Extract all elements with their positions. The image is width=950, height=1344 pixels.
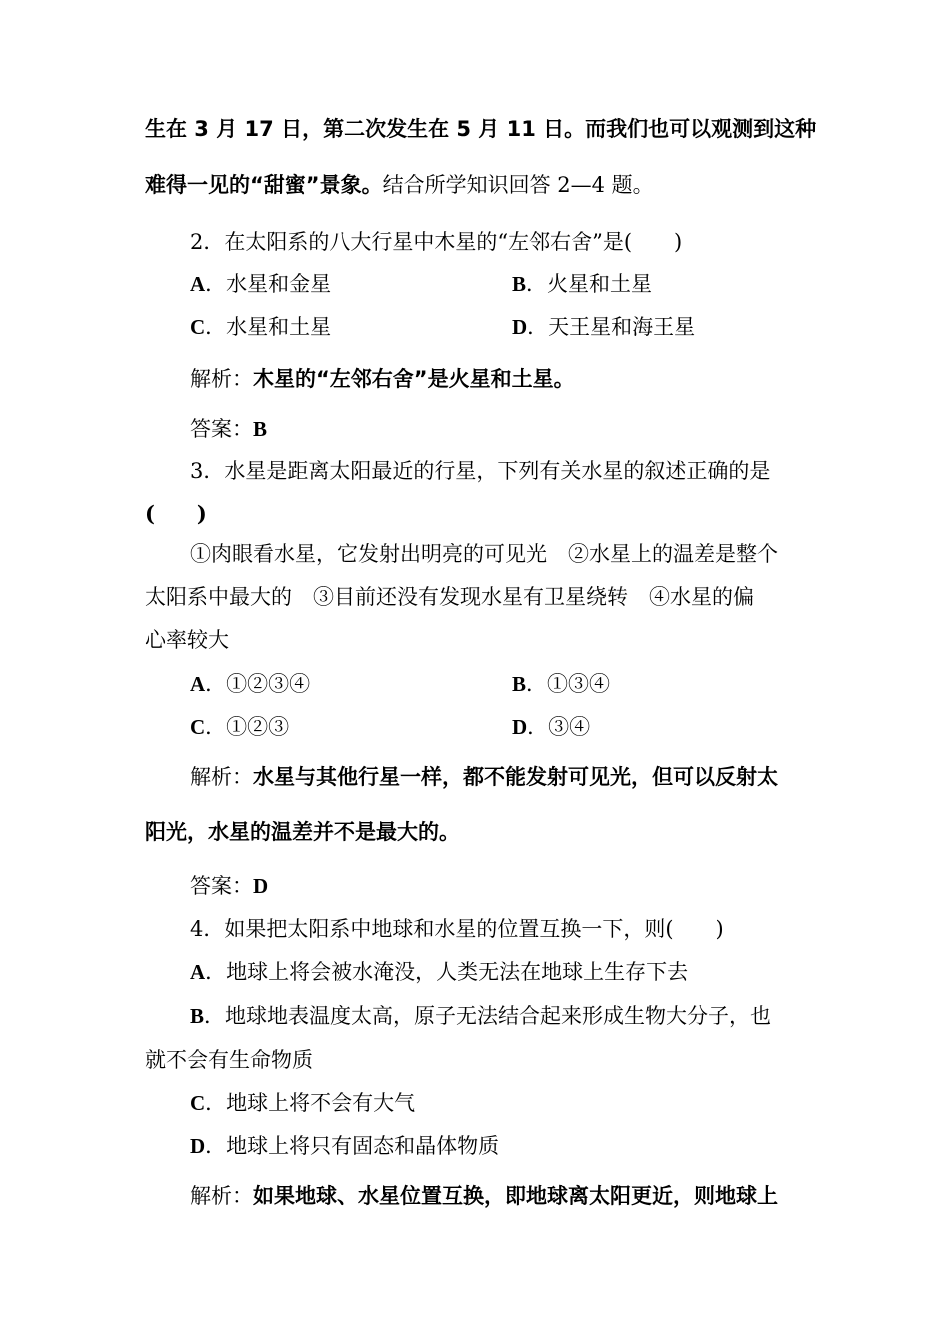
q2-option-b-letter: B	[512, 272, 527, 296]
q3-answer-label: 答案：	[190, 874, 253, 898]
q3-stem-line-2: ( )	[145, 501, 207, 526]
q4-analysis-text-1: 如果地球、水星位置互换，即地球离太阳更近，则地球上	[253, 1184, 778, 1208]
q4-option-b-letter: B	[190, 1004, 205, 1028]
q4-option-b-line-2: 就不会有生命物质	[145, 1048, 313, 1072]
q4-option-a-text: ．地球上将会被水淹没，人类无法在地球上生存下去	[205, 960, 689, 984]
q3-answer-value: D	[253, 874, 269, 898]
q2-stem: 2．在太阳系的八大行星中木星的“左邻右舍”是( )	[190, 230, 683, 254]
q3-option-d	[512, 712, 590, 742]
q2-option-c-letter: C	[190, 315, 206, 339]
q2-analysis	[190, 364, 575, 394]
q4-analysis-line-1	[190, 1181, 778, 1211]
q3-items-line-1: ①肉眼看水星，它发射出明亮的可见光 ②水星上的温差是整个	[190, 542, 778, 566]
q4-option-c	[190, 1088, 415, 1118]
intro-line-2-bold: 难得一见的“甜蜜”景象。	[145, 173, 383, 197]
q2-option-d-letter: D	[512, 315, 528, 339]
q3-answer	[190, 871, 268, 901]
q2-option-a-text: ．水星和金星	[205, 272, 332, 296]
intro-line-2-rest: 结合所学知识回答 2—4 题。	[382, 173, 654, 197]
q2-answer	[190, 414, 267, 444]
q4-option-c-text: ．地球上将不会有大气	[205, 1091, 416, 1115]
q4-option-d-text: ．地球上将只有固态和晶体物质	[205, 1134, 500, 1158]
q2-answer-value: B	[253, 417, 268, 441]
q4-option-a-letter: A	[190, 960, 206, 984]
q3-option-c	[190, 712, 289, 742]
q4-option-d-letter: D	[190, 1134, 206, 1158]
q3-option-d-text: ．③④	[527, 715, 591, 739]
q3-option-c-letter: C	[190, 715, 206, 739]
q2-option-d-text: ．天王星和海王星	[527, 315, 696, 339]
q4-option-c-letter: C	[190, 1091, 206, 1115]
q3-option-b-text: ．①③④	[526, 672, 611, 696]
q4-stem: 4．如果把太阳系中地球和水星的位置互换一下，则( )	[190, 917, 724, 941]
q2-option-d	[512, 312, 695, 342]
q3-analysis-text-1: 水星与其他行星一样，都不能发射可见光，但可以反射太	[253, 765, 778, 789]
q2-option-c-text: ．水星和土星	[205, 315, 332, 339]
q3-option-b	[512, 669, 610, 699]
q2-analysis-text: 木星的“左邻右舍”是火星和土星。	[253, 367, 575, 391]
q3-option-a	[190, 669, 310, 699]
q3-option-a-text: ．①②③④	[205, 672, 311, 696]
q4-option-a	[190, 957, 688, 987]
q3-option-d-letter: D	[512, 715, 528, 739]
q2-answer-label: 答案：	[190, 417, 253, 441]
q4-analysis-label: 解析：	[190, 1184, 253, 1208]
q2-analysis-label: 解析：	[190, 367, 253, 391]
q3-option-b-letter: B	[512, 672, 527, 696]
q3-items-line-3: 心率较大	[145, 628, 229, 652]
intro-line-1: 生在 3 月 17 日，第二次发生在 5 月 11 日。而我们也可以观测到这种	[145, 117, 817, 141]
q2-option-a-letter: A	[190, 272, 206, 296]
intro-line-2	[145, 170, 654, 200]
q2-option-b-text: ．火星和土星	[526, 272, 653, 296]
q3-analysis-label: 解析：	[190, 765, 253, 789]
q2-option-a	[190, 269, 331, 299]
q3-option-a-letter: A	[190, 672, 206, 696]
q3-analysis-line-1	[190, 762, 778, 792]
q4-option-b-text: ．地球地表温度太高，原子无法结合起来形成生物大分子，也	[204, 1004, 772, 1028]
q2-option-c	[190, 312, 331, 342]
q3-items-line-2: 太阳系中最大的 ③目前还没有发现水星有卫星绕转 ④水星的偏	[145, 585, 754, 609]
q4-option-d	[190, 1131, 499, 1161]
q2-option-b	[512, 269, 652, 299]
q3-option-c-text: ．①②③	[205, 715, 290, 739]
q3-stem-line-1: 3．水星是距离太阳最近的行星，下列有关水星的叙述正确的是	[190, 459, 771, 483]
q3-analysis-line-2: 阳光，水星的温差并不是最大的。	[145, 820, 460, 844]
q4-option-b	[190, 1001, 771, 1031]
